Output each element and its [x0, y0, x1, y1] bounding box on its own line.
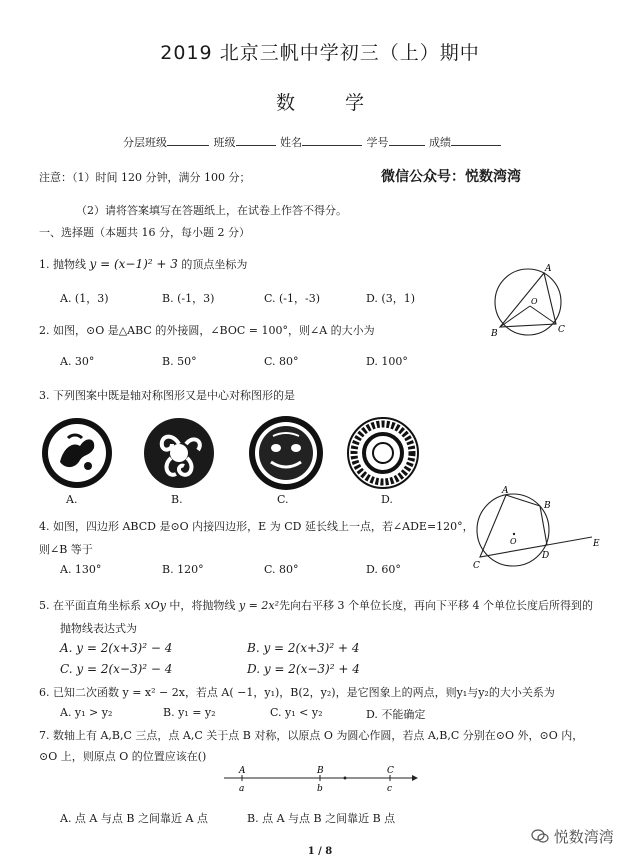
q4-circle-figure: [470, 486, 605, 578]
page-title: 2019 北京三帆中学初三（上）期中: [160, 42, 480, 64]
q7-label-upper-b: B: [317, 766, 324, 776]
blank-tier-class: [167, 134, 209, 146]
q4-extension-line: [547, 537, 592, 545]
note-line-2: （2）请将答案填写在答题纸上，在试卷上作答不得分。: [76, 204, 347, 217]
blank-student-id: [389, 134, 425, 146]
q2-option-b: B. 50°: [162, 355, 197, 368]
q2-option-a: A. 30°: [60, 355, 95, 368]
q7-label-lower-c: c: [387, 784, 393, 794]
pattern-c-icon: [247, 414, 325, 492]
wechat-logo-icon: [531, 829, 549, 843]
q7-label-upper-c: C: [387, 766, 394, 776]
q1-option-d: D. (3，1): [366, 292, 416, 305]
blank-score: [451, 134, 501, 146]
info-label-score: 成绩: [429, 136, 451, 149]
pattern-d-icon: [346, 416, 420, 490]
q4-quadrilateral: [480, 495, 547, 557]
q7-number-line: [220, 764, 420, 798]
q2-option-c: C. 80°: [264, 355, 299, 368]
q7-axis-arrow: [412, 775, 418, 781]
question-2-stem: 2. 如图，⊙O 是△ABC 的外接圆，∠BOC = 100°，则∠A 的大小为: [39, 324, 375, 337]
q2-label-c: C: [558, 325, 565, 335]
section-heading: 一、选择题（本题共 16 分，每小题 2 分）: [39, 226, 250, 239]
watermark-text: 悦数湾湾: [553, 828, 614, 846]
question-6-stem: 6. 已知二次函数 y = x² − 2x，若点 A( −1，y₁)，B(2，y₂)，是它图象上的两点，则y₁与y₂的大小关系为: [39, 686, 555, 699]
q5-formula: y = 2x²: [238, 599, 279, 612]
q5-option-a: A. y = 2(x+3)² − 4: [60, 641, 173, 655]
watermark: [531, 826, 614, 847]
q2-label-a: A: [545, 264, 552, 274]
question-4-stem: 4. 如图，四边形 ABCD 是⊙O 内接四边形，E 为 CD 延长线上一点，若∠ADE=120°，: [39, 520, 474, 533]
q4-label-o: O: [510, 537, 517, 546]
q4-label-c: C: [473, 561, 480, 571]
q5-option-c: C. y = 2(x−3)² − 4: [60, 662, 173, 676]
q2-label-b: B: [491, 329, 498, 339]
q1-stem-prefix: 1. 抛物线: [39, 258, 90, 271]
info-label-tier-class: 分层班级: [123, 136, 167, 149]
q7-label-lower-a: a: [239, 784, 245, 794]
blank-class: [236, 134, 276, 146]
q1-option-a: A. (1，3): [60, 292, 109, 305]
blank-name: [302, 134, 362, 146]
q7-label-lower-b: b: [317, 784, 323, 794]
q6-option-b: B. y₁ = y₂: [163, 706, 216, 719]
q5-option-d: D. y = 2(x−3)² + 4: [247, 662, 360, 676]
q5-stem-prefix: 5. 在平面直角坐标系: [39, 599, 145, 612]
pattern-a-icon: [40, 416, 114, 490]
q4-option-c: C. 80°: [264, 563, 299, 576]
q4-option-b: B. 120°: [162, 563, 204, 576]
q6-option-a: A. y₁ > y₂: [60, 706, 113, 719]
q7-option-a: A. 点 A 与点 B 之间靠近 A 点: [60, 812, 208, 825]
student-info-row: [123, 134, 502, 150]
pattern-c-label: C.: [277, 493, 289, 506]
question-5-stem: [39, 597, 593, 613]
question-7-stem-2: ⊙O 上，则原点 O 的位置应该在(): [39, 750, 207, 763]
q1-option-b: B. (-1，3): [162, 292, 215, 305]
page-number: 1 / 8: [307, 846, 333, 857]
question-3-stem: 3. 下列图案中既是轴对称图形又是中心对称图形的是: [39, 389, 295, 402]
q1-option-c: C. (-1，-3): [264, 292, 321, 305]
pattern-a-label: A.: [66, 493, 78, 506]
q1-formula: y = (x−1)² + 3: [89, 257, 178, 271]
q2-option-d: D. 100°: [366, 355, 408, 368]
q2-circle-figure: [488, 262, 568, 342]
q5-option-b: B. y = 2(x+3)² + 4: [247, 641, 360, 655]
q2-triangle: [500, 273, 556, 327]
q4-label-e: E: [593, 539, 600, 549]
info-label-student-id: 学号: [366, 136, 389, 149]
question-1-stem: [39, 256, 247, 272]
wechat-label: 微信公众号：悦数湾湾: [381, 169, 521, 185]
q5-stem-suffix: 先向右平移 3 个单位长度，再向下平移 4 个单位长度后所得到的: [278, 599, 593, 612]
q4-option-d: D. 60°: [366, 563, 401, 576]
pattern-d-label: D.: [381, 493, 393, 506]
q1-stem-suffix: 的顶点坐标为: [177, 258, 248, 271]
question-7-stem: 7. 数轴上有 A,B,C 三点，点 A,C 关于点 B 对称，以原点 O 为圆心作圆，若点 A,B,C 分别在⊙O 外，⊙O 内，: [39, 729, 584, 742]
q6-option-c: C. y₁ < y₂: [270, 706, 323, 719]
q2-label-o: O: [531, 297, 538, 306]
q4-label-a: A: [502, 486, 509, 496]
q4-label-d: D: [542, 551, 550, 561]
q5-stem-mid: 中，将抛物线: [165, 599, 239, 612]
q7-option-b: B. 点 A 与点 B 之间靠近 B 点: [247, 812, 396, 825]
pattern-b-icon: [142, 416, 216, 490]
q5-coord-system: xOy: [144, 599, 166, 612]
question-4-stem-2: 则∠B 等于: [39, 543, 93, 556]
info-label-name: 姓名: [280, 136, 302, 149]
q6-option-d: D. 不能确定: [366, 708, 426, 721]
q4-label-b: B: [544, 501, 551, 511]
q7-label-upper-a: A: [239, 766, 246, 776]
note-line-1: 注意：（1）时间 120 分钟，满分 100 分；: [39, 171, 251, 184]
info-label-class: 班级: [213, 136, 236, 149]
q4-option-a: A. 130°: [60, 563, 102, 576]
subject-title: 数 学: [275, 92, 387, 114]
question-5-stem-2: 抛物线表达式为: [60, 622, 137, 635]
pattern-b-label: B.: [171, 493, 183, 506]
